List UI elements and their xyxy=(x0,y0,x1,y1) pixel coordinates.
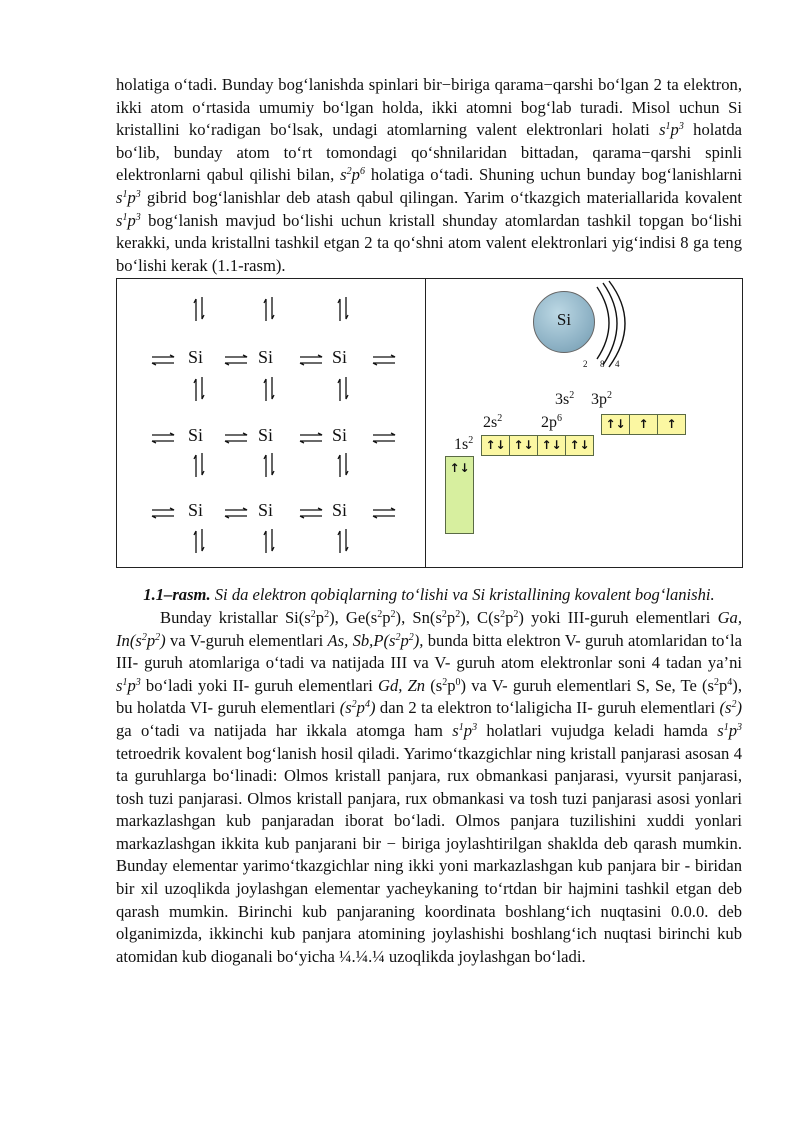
orbital-label-2s xyxy=(483,414,502,432)
text-run: bunda bitta elektron V- guruh atomlaridan to‘la III- guruh atomlariga o‘tadi va natijada III va V- guruh atom elektronlar soni 4 tadan ya’ni xyxy=(116,630,742,673)
text-run: ) yoki III-guruh elementlari xyxy=(518,607,718,627)
lattice-si-label: Si xyxy=(188,425,204,446)
vertical-bond-icon xyxy=(337,295,349,321)
sup: 2 xyxy=(455,608,461,620)
orbital-label-1s xyxy=(454,436,473,454)
caption-text: Si da elektron qobiqlarning to‘lishi va Si kristallining kovalent bog‘lanishi. xyxy=(210,585,715,605)
text-run: Bunday kristallar Si(s xyxy=(160,607,311,627)
formula-p: p xyxy=(127,187,136,207)
shell-number-2: 8 xyxy=(600,359,605,370)
italic-run: Gd, Zn xyxy=(378,675,426,695)
orbital-name: 1s xyxy=(454,436,469,454)
orbital-cell-2p-2: ↑↓ xyxy=(537,435,566,456)
orbital-label-3s xyxy=(555,391,574,409)
vertical-bond-icon xyxy=(263,375,275,401)
formula-s: s xyxy=(340,165,347,185)
horizontal-bond-icon xyxy=(223,353,247,365)
formula-sup: 3 xyxy=(135,211,141,223)
italic-run xyxy=(328,631,424,650)
orbital-name: 2s xyxy=(483,414,498,432)
lattice-si-label: Si xyxy=(258,500,274,521)
text-run: p xyxy=(719,675,728,695)
figure-caption xyxy=(116,584,742,607)
text-run: holatiga o‘tadi. Bunday bog‘lanishda spinlari bir−biriga qarama−qarshi bo‘lgan 2 ta elektron, ikki atom o‘rtasida umumiy bo‘lgan holda, ikki atomni bog‘lab turadi. Misol uchun Si kristallini ko‘radigan bo‘lsak, undagi atomlarning valent elektronlari holati xyxy=(116,75,742,140)
text-run: Ga, In(s xyxy=(116,607,743,650)
text-run: ga o‘tadi va natijada har ikkala atomga ham xyxy=(116,720,453,740)
text-run: p xyxy=(382,607,391,627)
sup: 3 xyxy=(135,676,141,688)
orbital-name: 3p xyxy=(591,391,607,409)
horizontal-bond-icon xyxy=(371,506,395,518)
horizontal-bond-icon xyxy=(150,431,174,443)
text-run: p xyxy=(356,698,365,718)
vertical-bond-icon xyxy=(337,375,349,401)
lattice-si-label: Si xyxy=(332,500,348,521)
formula-p: p xyxy=(127,210,136,230)
orbital-cell-3s: ↑↓ xyxy=(601,414,630,435)
horizontal-bond-icon xyxy=(298,506,322,518)
sup: 2 xyxy=(513,608,519,620)
body-paragraph xyxy=(116,607,742,969)
document-page xyxy=(116,74,742,968)
orbital-cell-3p-1: ↑ xyxy=(629,414,658,435)
text-run: gibrid bog‘lanishlar deb atash qabul qilingan. Yarim o‘tkazgich materiallarida kovalent xyxy=(140,187,742,207)
figure-divider xyxy=(425,279,426,567)
orbital-cell-3p-2: ↑ xyxy=(657,414,686,435)
text-run: p xyxy=(505,607,514,627)
caption-label: 1.1–rasm. xyxy=(143,585,211,605)
text-run: ) va V- guruh elementlari S, Se, Te (s xyxy=(460,675,714,695)
vertical-bond-icon xyxy=(263,295,275,321)
formula-s: s xyxy=(659,120,666,140)
vertical-bond-icon xyxy=(193,527,205,553)
text-run: va V-guruh elementlari xyxy=(165,630,328,650)
intro-paragraph xyxy=(116,74,742,277)
lattice-si-label: Si xyxy=(332,425,348,446)
vertical-bond-icon xyxy=(337,527,349,553)
formula-s: s xyxy=(116,210,123,230)
vertical-bond-icon xyxy=(193,295,205,321)
text-run: (s xyxy=(339,698,352,718)
lattice-si-label: Si xyxy=(258,425,274,446)
horizontal-bond-icon xyxy=(150,353,174,365)
text-run: bog‘lanish mavjud bo‘lishi uchun kristall shunday atomlardan tashkil topgan bo‘lishi kerakki, unda kristallni tashkil etgan 2 ta qo‘shni atom valent elektronlari yig‘indisi 8 ga teng bo‘lishi kerak (1.1-rasm). xyxy=(116,210,742,275)
sup: 2 xyxy=(408,631,414,643)
text-run: ), Sn(s xyxy=(395,607,442,627)
shell-number-3: 4 xyxy=(615,359,620,370)
formula-sup: 1 xyxy=(665,121,671,133)
lattice-si-label: Si xyxy=(258,347,274,368)
orbital-sup: 6 xyxy=(557,413,562,425)
orbital-cell-2p-3: ↑↓ xyxy=(565,435,594,456)
formula-s: s xyxy=(116,187,123,207)
orbital-name: 2p xyxy=(541,414,557,432)
text-run: ), Ge(s xyxy=(329,607,378,627)
horizontal-bond-icon xyxy=(223,506,247,518)
formula-sup: 1 xyxy=(122,211,128,223)
text-run: ), C(s xyxy=(460,607,501,627)
orbital-sup: 2 xyxy=(607,390,612,402)
formula-sup: 3 xyxy=(135,188,141,200)
text-run: ), xyxy=(413,630,424,650)
vertical-bond-icon xyxy=(193,375,205,401)
orbital-label-2p xyxy=(541,414,562,432)
italic-run: $s^1p^3$ xyxy=(452,720,478,740)
sup: 2 xyxy=(442,676,448,688)
formula-p: p xyxy=(670,120,679,140)
sup: 3 xyxy=(736,721,742,733)
text-run: (s xyxy=(425,675,443,695)
text-run: p xyxy=(315,607,325,627)
text-run: holatiga o‘tadi. Shuning uchun bunday bog‘lanishlarni xyxy=(364,165,742,185)
vertical-bond-icon xyxy=(193,451,205,477)
text-run: bo‘ladi yoki II- guruh elementlari xyxy=(140,675,379,695)
orbital-cell-2s: ↑↓ xyxy=(481,435,510,456)
orbital-label-3p xyxy=(591,391,612,409)
horizontal-bond-icon xyxy=(371,353,395,365)
formula-sup: 1 xyxy=(122,188,128,200)
sup: 0 xyxy=(455,676,461,688)
orbital-cell-2p-1: ↑↓ xyxy=(509,435,538,456)
sup: 1 xyxy=(122,676,128,688)
orbital-sup: 2 xyxy=(468,435,474,447)
italic-run: $s^1p^3$ xyxy=(116,675,141,695)
text-run: ) xyxy=(369,698,376,718)
vertical-bond-icon xyxy=(263,451,275,477)
figure-1-1 xyxy=(116,278,743,568)
text-run: ), bu holatda VI- guruh elementlari xyxy=(116,675,742,718)
horizontal-bond-icon xyxy=(223,431,247,443)
lattice-si-label: Si xyxy=(188,500,204,521)
text-run: As, Sb,P(s xyxy=(327,630,396,650)
sup: 2 xyxy=(377,608,383,620)
sup: 4 xyxy=(727,676,733,688)
formula-sup: 3 xyxy=(678,121,684,133)
orbital-name: 3s xyxy=(555,391,570,409)
sup: 1 xyxy=(723,721,729,733)
sup: 2 xyxy=(310,608,316,620)
sup: 1 xyxy=(458,721,464,733)
italic-run: $(s^2)$ xyxy=(719,698,742,718)
italic-run: $s^1p^3$ xyxy=(717,720,742,740)
shell-number-1: 2 xyxy=(583,359,588,370)
formula-sup: 6 xyxy=(359,166,365,178)
sup: 2 xyxy=(441,608,447,620)
text-run: (s xyxy=(719,698,732,718)
vertical-bond-icon xyxy=(337,451,349,477)
sup: 2 xyxy=(390,608,396,620)
si-atom-label: Si xyxy=(556,310,572,330)
horizontal-bond-icon xyxy=(371,431,395,443)
sup: 2 xyxy=(351,699,357,711)
sup: 3 xyxy=(472,721,478,733)
sup: 2 xyxy=(500,608,506,620)
sup: 2 xyxy=(731,699,737,711)
italic-run xyxy=(340,698,376,717)
sup: 2 xyxy=(714,676,719,688)
text-run: p xyxy=(400,630,409,650)
sup: 2 xyxy=(395,631,401,643)
text-run: dan 2 ta elektron to‘laligicha II- guruh elementlari xyxy=(375,698,720,718)
formula-p: p xyxy=(351,165,360,185)
horizontal-bond-icon xyxy=(150,506,174,518)
orbital-sup: 2 xyxy=(569,390,575,402)
horizontal-bond-icon xyxy=(298,431,322,443)
text-run: ) xyxy=(160,630,166,650)
text-run: tetroedrik kovalent bog‘lanish hosil qiladi. Yarimo‘tkazgichlar ning kristall panjarasi asosan 4 ta guruhlarga bo‘linadi: Olmos kristall panjara, rux obmankasi panjarasi, vyursit panjarasi, tosh tuzi panjarasi. Olmos kristall panjara, rux obmankasi va tosh tuzi panjarasi asosi yonlari markazlashgan kub panjaradan iborat bo‘ladi. Olmos panjara tuzilishini xuddi yonlari markazlashgan ikkita kub panjarani bir − biriga joylashtirilgan shaklda deb qarash mumkin. Bunday elementar yarimo‘tkazgichlar ning ikki yoni markazlashgan kub panjara bir - biridan bir xil uzoqlikda joylashgan elementar yacheykaning to‘rtdan bir hajmini tashkil etgan deb qarash mumkin. Birinchi kub panjaraning koordinata boshlang‘ich nuqtasini 0.0.0. deb olganimizda, ikkinchi kub panjara atomining joylashishi boshlang‘ich nuqtasi birinchi kub atomidan kub dioganali bo‘yicha ¼.¼.¼ uzoqlikda joylashgan bo‘ladi. xyxy=(116,743,742,966)
sup: 2 xyxy=(141,631,147,643)
electron-shells-arcs xyxy=(587,279,647,369)
si-atom-circle xyxy=(533,291,595,353)
sup: 4 xyxy=(364,699,370,711)
lattice-si-label: Si xyxy=(188,347,204,368)
text-run: p xyxy=(146,630,156,650)
formula-sup: 2 xyxy=(346,166,352,178)
orbital-sup: 2 xyxy=(497,413,503,425)
orbital-cell-1s: ↑↓ xyxy=(445,456,474,534)
vertical-bond-icon xyxy=(263,527,275,553)
lattice-si-label: Si xyxy=(332,347,348,368)
text-run: p xyxy=(447,675,456,695)
sup: 2 xyxy=(324,608,330,620)
text-run: p xyxy=(446,607,456,627)
text-run: holatlari vujudga keladi hamda xyxy=(477,720,718,740)
sup: 2 xyxy=(155,631,161,643)
text-run: holatda bo‘lib, bunday atom to‘rt tomondagi qo‘shnilaridan bittadan, qarama−qarshi spinli elektronlarni qabul qilishi bilan, xyxy=(116,120,742,185)
horizontal-bond-icon xyxy=(298,353,322,365)
